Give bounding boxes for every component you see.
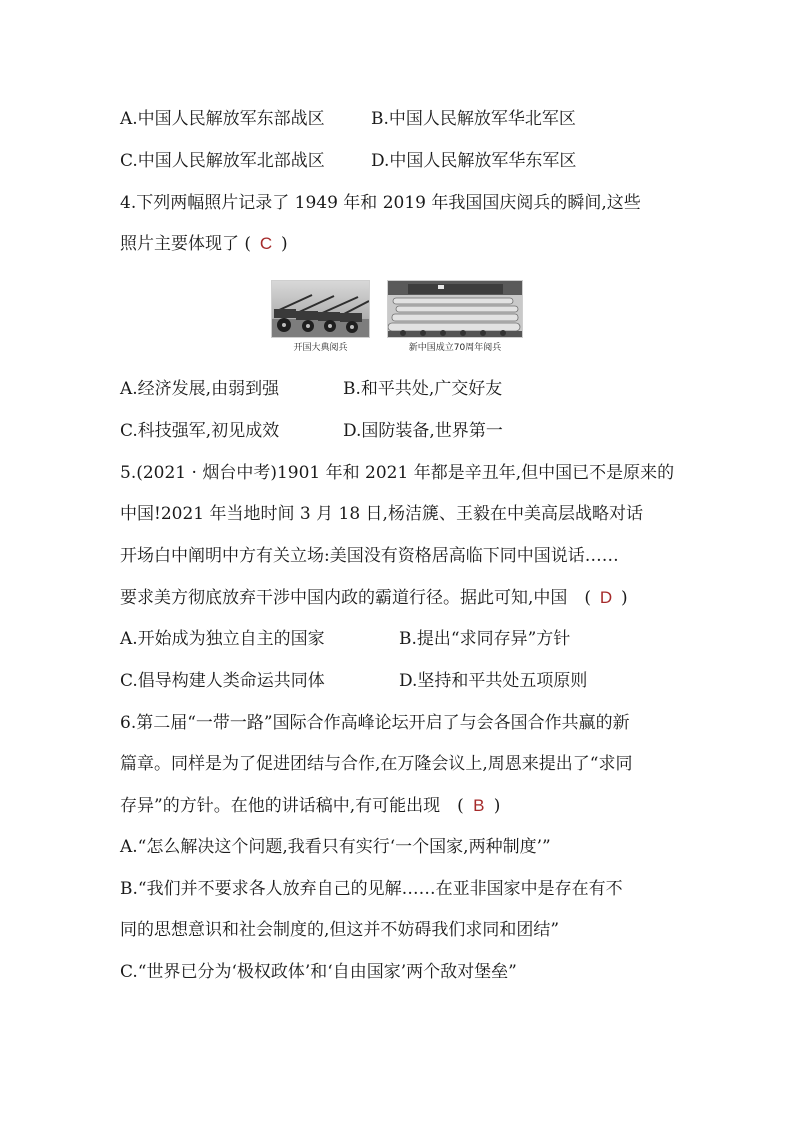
q6-stem-line3 <box>120 794 500 818</box>
photo-founding-parade <box>271 280 370 338</box>
photo-caption-2: 新中国成立70周年阅兵 <box>408 343 502 353</box>
q5-stem-line4 <box>120 586 628 610</box>
photo-70th-parade <box>387 280 523 338</box>
q5-option-c: C.倡导构建人类命运共同体 <box>120 671 325 691</box>
q5-option-b: B.提出“求同存异”方针 <box>399 629 571 649</box>
q6-stem-line1: 6.第二届“一带一路”国际合作高峰论坛开启了与会各国合作共赢的新 <box>120 713 630 733</box>
artillery-parade-photo <box>272 281 369 337</box>
q5-stem-line3: 开场白中阐明中方有关立场:美国没有资格居高临下同中国说话…… <box>120 546 619 566</box>
q5-close-paren: ) <box>621 588 628 608</box>
q6-option-a: A.“怎么解决这个问题,我看只有实行‘一个国家,两种制度’” <box>120 837 551 857</box>
q4-stem-line2 <box>120 232 288 256</box>
q6-stem-line2: 篇章。同样是为了促进团结与合作,在万隆会议上,周恩来提出了“求同 <box>120 754 633 774</box>
q6-answer: B <box>473 796 485 815</box>
q6-close-paren: ) <box>493 796 501 816</box>
q5-stem-line2: 中国!2021 年当地时间 3 月 18 日,杨洁篪、王毅在中美高层战略对话 <box>120 504 643 524</box>
q6-option-b-line1: B.“我们并不要求各人放弃自己的见解……在亚非国家中是存在有不 <box>120 879 623 899</box>
q3-option-b: B.中国人民解放军华北军区 <box>371 109 576 129</box>
q6-option-b-line2: 同的思想意识和社会制度的,但这并不妨碍我们求同和团结” <box>120 920 560 940</box>
missile-parade-photo <box>388 281 522 337</box>
q6-stem-text: 存异”的方针。在他的讲话稿中,有可能出现 ( <box>120 796 464 816</box>
q4-option-c: C.科技强军,初见成效 <box>120 421 280 441</box>
q4-option-d: D.国防装备,世界第一 <box>343 421 503 441</box>
q4-option-a: A.经济发展,由弱到强 <box>120 379 280 399</box>
q4-answer: C <box>259 234 273 253</box>
q3-option-a: A.中国人民解放军东部战区 <box>120 109 325 129</box>
q5-answer: D <box>599 588 613 607</box>
q5-option-d: D.坚持和平共处五项原则 <box>399 671 588 691</box>
q6-option-c: C.“世界已分为‘极权政体’和‘自由国家’两个敌对堡垒” <box>120 962 517 982</box>
q3-option-d: D.中国人民解放军华东军区 <box>371 151 577 171</box>
q5-stem-text: 要求美方彻底放弃干涉中国内政的霸道行径。据此可知,中国 ( <box>120 588 592 608</box>
q3-option-c: C.中国人民解放军北部战区 <box>120 151 325 171</box>
photo-caption-1: 开国大典阅兵 <box>293 343 348 353</box>
q5-stem-line1: 5.(2021 · 烟台中考)1901 年和 2021 年都是辛丑年,但中国已不是原来的 <box>120 463 675 483</box>
q4-close-paren: ) <box>281 234 288 254</box>
q4-option-b: B.和平共处,广交好友 <box>343 379 503 399</box>
q5-option-a: A.开始成为独立自主的国家 <box>120 629 325 649</box>
q4-stem-line1: 4.下列两幅照片记录了 1949 年和 2019 年我国国庆阅兵的瞬间,这些 <box>120 193 641 213</box>
q4-stem-text: 照片主要体现了 ( <box>120 234 252 254</box>
